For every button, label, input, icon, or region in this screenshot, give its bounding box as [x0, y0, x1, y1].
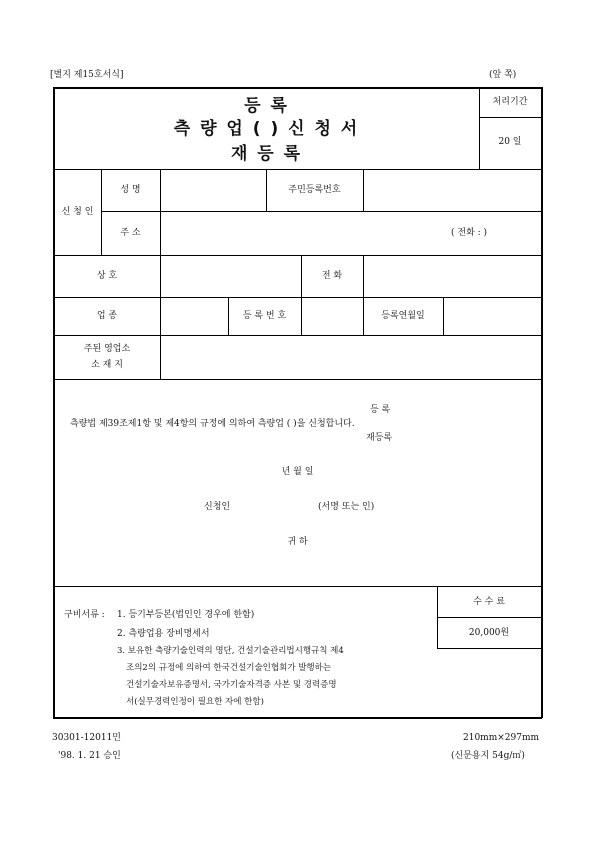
business-type-label: 업 종	[96, 311, 118, 321]
application-date: 년 월 일	[281, 467, 314, 477]
fee-label: 수 수 료	[473, 597, 505, 607]
main-office-label-2: 소 재 지	[91, 360, 123, 370]
resident-number-label: 주민등록번호	[288, 185, 341, 195]
title-register: 등 록	[244, 96, 289, 116]
processing-period-value: 20 일	[498, 137, 522, 147]
signer-label: 신청인	[204, 502, 231, 512]
business-type-field[interactable]	[161, 298, 227, 334]
document-item: 3. 보유한 측량기술인력의 명단, 건설기술관리법시행규칙 제4	[117, 646, 344, 656]
address-label: 주 소	[120, 228, 141, 238]
recipient-label: 귀 하	[287, 537, 308, 547]
address-phone-label: ( 전화 : )	[451, 228, 488, 238]
statement-reregister-option: 재등록	[366, 433, 393, 443]
paper-size: 210mm×297mm	[463, 733, 540, 743]
resident-number-field[interactable]	[364, 170, 540, 210]
registration-number-field[interactable]	[302, 298, 362, 334]
statement-register-option: 등 록	[370, 405, 391, 415]
page-title: 측 량 업 ( ) 신 청 서	[173, 119, 360, 139]
signer-note: (서명 또는 인)	[318, 502, 375, 512]
trade-name-label: 상 호	[96, 271, 118, 281]
applicant-group-label: 신 청 인	[61, 207, 94, 217]
statement-body: 측량법 제39조제1항 및 제4항의 규정에 의하여 측량업 ( )을 신청합니다.	[70, 419, 355, 429]
main-office-label: 주된 영업소	[83, 344, 131, 354]
form-code: 30301-12011민	[52, 733, 121, 743]
trade-name-field[interactable]	[161, 256, 300, 296]
page-side-label: (앞 쪽)	[489, 70, 517, 80]
main-office-field[interactable]	[161, 336, 540, 378]
name-label: 성 명	[120, 185, 141, 195]
documents-label: 구비서류 :	[64, 610, 105, 620]
registration-date-label: 등록연월일	[381, 311, 425, 321]
business-phone-field[interactable]	[364, 256, 540, 296]
registration-number-label: 등 록 번 호	[242, 311, 287, 321]
title-reregister: 재 등 록	[230, 144, 303, 164]
approval-date: '98. 1. 21 승인	[58, 751, 121, 761]
registration-date-field[interactable]	[444, 298, 540, 334]
business-phone-label: 전 화	[321, 271, 343, 281]
processing-period-label: 처리기간	[492, 97, 528, 107]
document-item: 1. 등기부등본(법인인 경우에 한함)	[117, 610, 255, 620]
document-item: 서(실무경력인정이 필요한 자에 한함)	[126, 697, 264, 707]
paper-type: (신문용지 54g/㎡)	[451, 751, 525, 761]
fee-value: 20,000원	[468, 628, 510, 638]
form-number: [별지 제15호서식]	[50, 70, 124, 80]
name-field[interactable]	[161, 170, 265, 210]
document-item: 2. 측량업용 장비명세서	[117, 629, 210, 639]
document-item: 조의2의 규정에 의하여 한국건설기술인협회가 발행하는	[126, 663, 332, 673]
document-item: 건설기술자보유증명서, 국가기술자격증 사본 및 경력증명	[126, 680, 337, 690]
